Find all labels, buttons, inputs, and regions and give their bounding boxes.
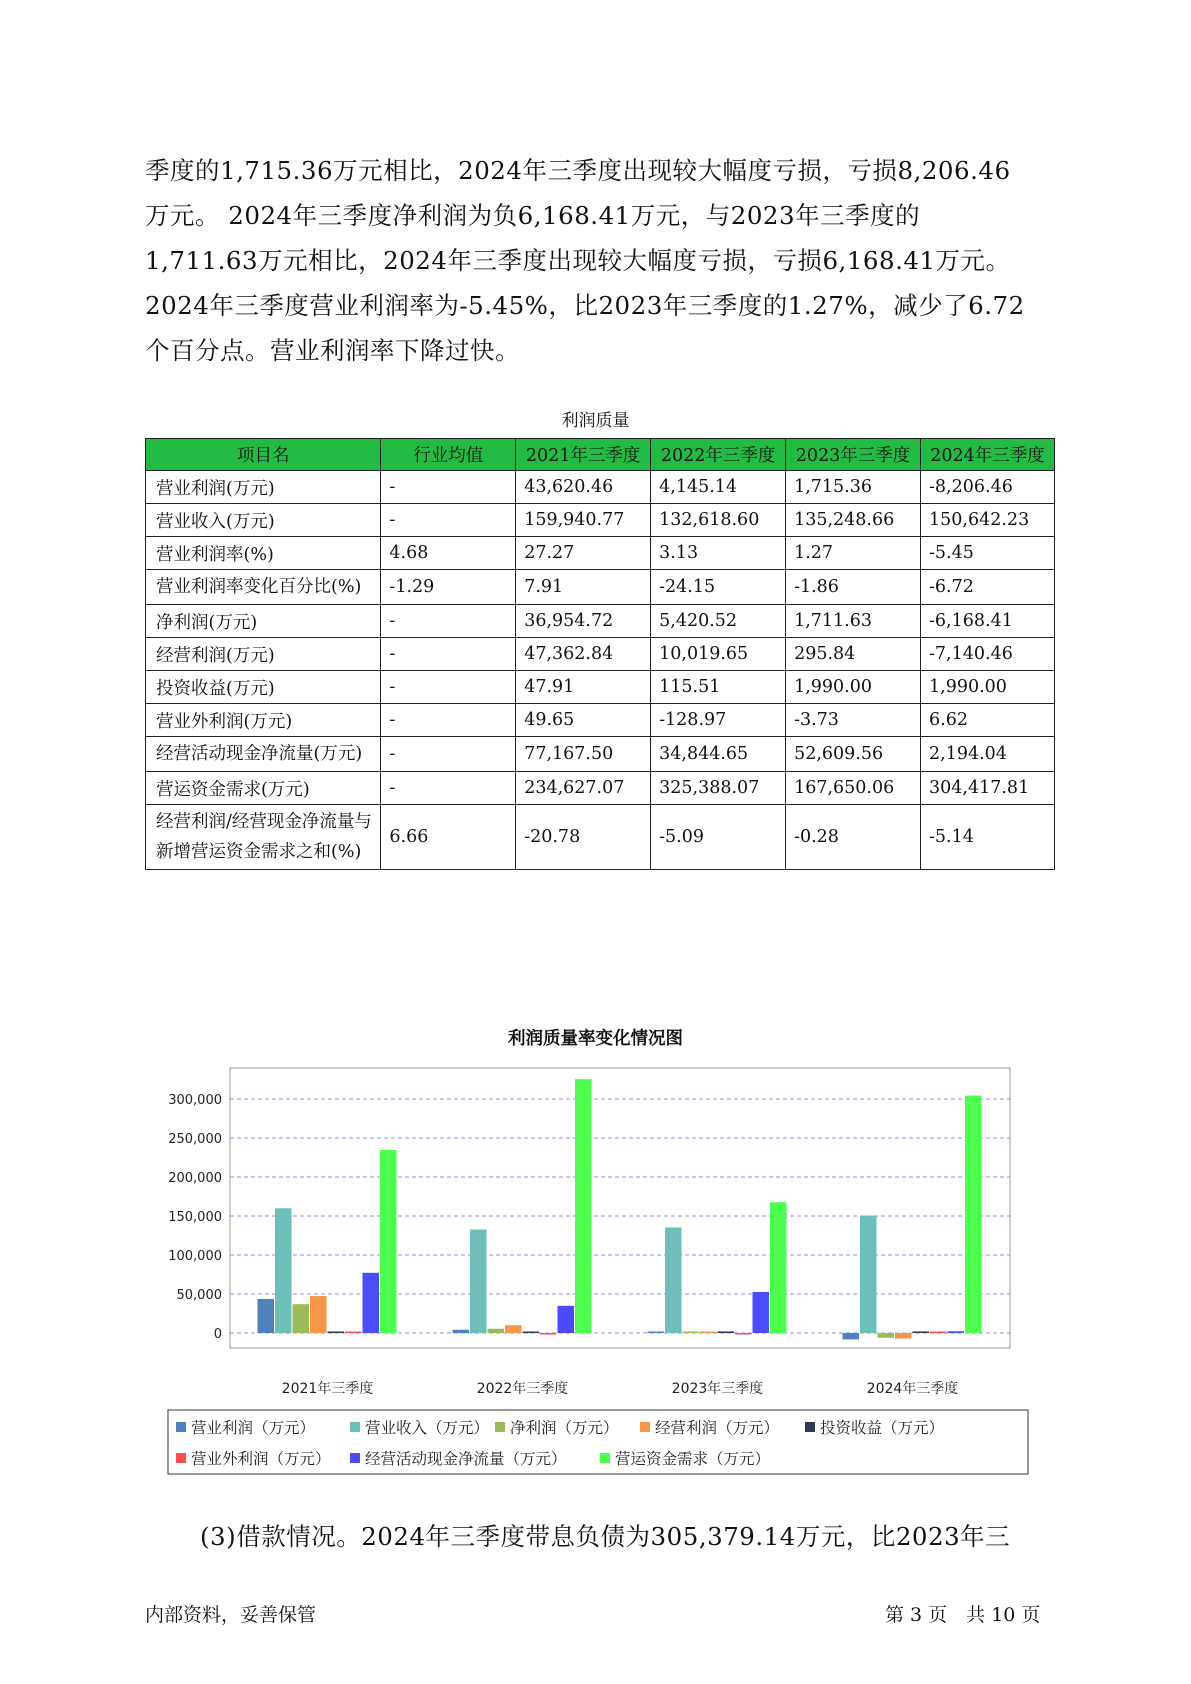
table-cell: 净利润(万元): [146, 605, 381, 638]
table-cell: 1,990.00: [786, 671, 921, 704]
bar: [948, 1331, 965, 1333]
paragraph-line: 1,711.63万元相比，2024年三季度出现较大幅度亏损，亏损6,168.41万元。: [145, 246, 1011, 275]
bar: [293, 1304, 310, 1333]
table-cell: -: [381, 671, 516, 704]
table-cell: 4.68: [381, 537, 516, 570]
table-cell: 营运资金需求(万元): [146, 772, 381, 805]
table-cell: 77,167.50: [516, 737, 651, 772]
legend-label: 净利润（万元）: [510, 1419, 619, 1437]
y-tick-label: 300,000: [168, 1093, 222, 1108]
table-cell: 7.91: [516, 570, 651, 605]
bar: [700, 1332, 717, 1334]
y-tick-label: 250,000: [168, 1132, 222, 1147]
footer-page-number: 第 3 页 共 10 页: [885, 1604, 1041, 1626]
table-row: [146, 471, 1055, 504]
table-row: [146, 504, 1055, 537]
legend-label: 营业利润（万元）: [191, 1419, 316, 1437]
bar: [683, 1332, 700, 1334]
header-item-name: 项目名: [146, 439, 381, 471]
legend-swatch: [176, 1422, 186, 1432]
table-cell: 经营利润(万元): [146, 638, 381, 671]
table-cell: 营业利润(万元): [146, 471, 381, 504]
table-cell: 5,420.52: [651, 605, 786, 638]
bar: [523, 1332, 540, 1334]
table-cell: -6,168.41: [921, 605, 1055, 638]
table-cell: -24.15: [651, 570, 786, 605]
table-cell: -: [381, 772, 516, 805]
bar: [345, 1332, 362, 1334]
bar: [665, 1228, 682, 1333]
profit-quality-table: [145, 438, 1055, 870]
plot-area: [230, 1068, 1010, 1348]
table-cell: 234,627.07: [516, 772, 651, 805]
x-tick-label: 2022年三季度: [476, 1381, 569, 1397]
bar: [753, 1292, 770, 1333]
legend-swatch: [176, 1453, 186, 1463]
table-cell: 295.84: [786, 638, 921, 671]
bar: [895, 1333, 912, 1339]
table-cell: -: [381, 737, 516, 772]
header-2021q3: 2021年三季度: [516, 439, 651, 471]
legend-swatch: [495, 1422, 505, 1432]
bar: [258, 1299, 275, 1333]
paragraph-line: (3)借款情况。2024年三季度带息负债为305,379.14万元，比2023年三: [200, 1522, 1011, 1551]
table-cell: 135,248.66: [786, 504, 921, 537]
bar: [540, 1333, 557, 1335]
table-cell: 27.27: [516, 537, 651, 570]
bar: [770, 1202, 787, 1333]
table-cell: -6.72: [921, 570, 1055, 605]
table-cell: 营业收入(万元): [146, 504, 381, 537]
paragraph-line: 万元。 2024年三季度净利润为负6,168.41万元，与2023年三季度的: [145, 201, 921, 230]
table-cell: 43,620.46: [516, 471, 651, 504]
y-tick-label: 200,000: [168, 1171, 222, 1186]
table-cell: 1,711.63: [786, 605, 921, 638]
table-cell: 167,650.06: [786, 772, 921, 805]
legend-swatch: [600, 1453, 610, 1463]
footer-confidential: 内部资料，妥善保管: [145, 1604, 317, 1626]
header-2022q3: 2022年三季度: [651, 439, 786, 471]
table-cell: -3.73: [786, 704, 921, 737]
table-cell: 营业利润率变化百分比(%): [146, 570, 381, 605]
bar: [718, 1331, 735, 1333]
bar: [648, 1332, 665, 1334]
bar: [843, 1333, 860, 1339]
bar: [878, 1333, 895, 1338]
table-cell: -: [381, 605, 516, 638]
bar: [275, 1208, 292, 1333]
table-cell: 1,715.36: [786, 471, 921, 504]
table-cell: -: [381, 504, 516, 537]
table-caption: 利润质量: [561, 411, 630, 431]
legend-label: 经营活动现金净流量（万元）: [365, 1450, 567, 1468]
table-row: [146, 537, 1055, 570]
bar: [505, 1325, 522, 1333]
paragraph-line: 2024年三季度营业利润率为-5.45%，比2023年三季度的1.27%，减少了6.72: [145, 291, 1025, 320]
bar: [860, 1215, 877, 1333]
x-tick-label: 2024年三季度: [866, 1381, 959, 1397]
table-cell: 3.13: [651, 537, 786, 570]
table-cell: 150,642.23: [921, 504, 1055, 537]
table-cell: 159,940.77: [516, 504, 651, 537]
bar: [575, 1079, 592, 1333]
bar: [558, 1306, 575, 1333]
table-cell: -5.45: [921, 537, 1055, 570]
table-cell: 1,990.00: [921, 671, 1055, 704]
y-tick-label: 150,000: [168, 1210, 222, 1225]
legend-swatch: [350, 1422, 360, 1432]
table-row: [146, 704, 1055, 737]
table-cell: 52,609.56: [786, 737, 921, 772]
legend-swatch: [805, 1422, 815, 1432]
table-cell: 115.51: [651, 671, 786, 704]
legend-label: 投资收益（万元）: [820, 1419, 945, 1437]
table-row: [146, 570, 1055, 605]
bar: [380, 1150, 397, 1333]
table-row: [146, 737, 1055, 772]
y-tick-label: 0: [213, 1327, 222, 1342]
table-row: [146, 605, 1055, 638]
table-cell: -20.78: [516, 805, 651, 870]
legend-swatch: [350, 1453, 360, 1463]
bar-chart: [0, 1040, 1191, 1480]
table-cell: 36,954.72: [516, 605, 651, 638]
bar: [453, 1330, 470, 1333]
table-cell: 营业利润率(%): [146, 537, 381, 570]
paragraph-line: 个百分点。营业利润率下降过快。: [145, 336, 520, 365]
chart-title: 利润质量率变化情况图: [508, 1029, 683, 1049]
table-cell: 2,194.04: [921, 737, 1055, 772]
y-tick-label: 50,000: [176, 1288, 222, 1303]
bar: [328, 1332, 345, 1334]
table-row: [146, 671, 1055, 704]
table-cell: -7,140.46: [921, 638, 1055, 671]
table-cell: 47,362.84: [516, 638, 651, 671]
bar: [735, 1333, 752, 1335]
bar: [965, 1096, 982, 1333]
table-cell: -5.14: [921, 805, 1055, 870]
x-tick-label: 2021年三季度: [281, 1381, 374, 1397]
table-cell: 6.66: [381, 805, 516, 870]
table-cell: -: [381, 471, 516, 504]
table-cell: -: [381, 704, 516, 737]
legend-swatch: [640, 1422, 650, 1432]
table-cell: 6.62: [921, 704, 1055, 737]
legend-label: 营业外利润（万元）: [191, 1450, 331, 1468]
table-cell: 325,388.07: [651, 772, 786, 805]
table-cell: 经营活动现金净流量(万元): [146, 737, 381, 772]
table-header-row: [146, 439, 1055, 471]
header-2024q3: 2024年三季度: [921, 439, 1055, 471]
table-cell: 34,844.65: [651, 737, 786, 772]
table-cell: 47.91: [516, 671, 651, 704]
table-cell: -128.97: [651, 704, 786, 737]
bar: [913, 1331, 930, 1333]
table-cell: -: [381, 638, 516, 671]
table-cell: -1.86: [786, 570, 921, 605]
table-cell: -5.09: [651, 805, 786, 870]
bar: [930, 1332, 947, 1334]
table-cell: 1.27: [786, 537, 921, 570]
legend-label: 营运资金需求（万元）: [615, 1450, 771, 1468]
bar: [470, 1230, 487, 1333]
body-paragraph-borrowing: [200, 1514, 1080, 1559]
x-tick-label: 2023年三季度: [671, 1381, 764, 1397]
table-cell: -0.28: [786, 805, 921, 870]
header-industry-avg: 行业均值: [381, 439, 516, 471]
bar: [310, 1296, 327, 1333]
legend-label: 经营利润（万元）: [655, 1419, 780, 1437]
bar: [488, 1329, 505, 1333]
bar: [363, 1273, 380, 1333]
table-cell: 经营利润/经营现金净流量与新增营运资金需求之和(%): [146, 805, 381, 870]
table-cell: 营业外利润(万元): [146, 704, 381, 737]
table-cell: -8,206.46: [921, 471, 1055, 504]
table-cell: 132,618.60: [651, 504, 786, 537]
table-cell: 49.65: [516, 704, 651, 737]
table-cell: 10,019.65: [651, 638, 786, 671]
table-cell: 304,417.81: [921, 772, 1055, 805]
legend-label: 营业收入（万元）: [365, 1419, 490, 1437]
table-row: [146, 638, 1055, 671]
table-cell: -1.29: [381, 570, 516, 605]
table-cell: 投资收益(万元): [146, 671, 381, 704]
table-cell: 4,145.14: [651, 471, 786, 504]
header-2023q3: 2023年三季度: [786, 439, 921, 471]
body-paragraph: [145, 148, 1055, 373]
y-tick-label: 100,000: [168, 1249, 222, 1264]
table-row: [146, 772, 1055, 805]
table-row: [146, 805, 1055, 870]
paragraph-line: 季度的1,715.36万元相比，2024年三季度出现较大幅度亏损，亏损8,206.46: [145, 156, 1011, 185]
